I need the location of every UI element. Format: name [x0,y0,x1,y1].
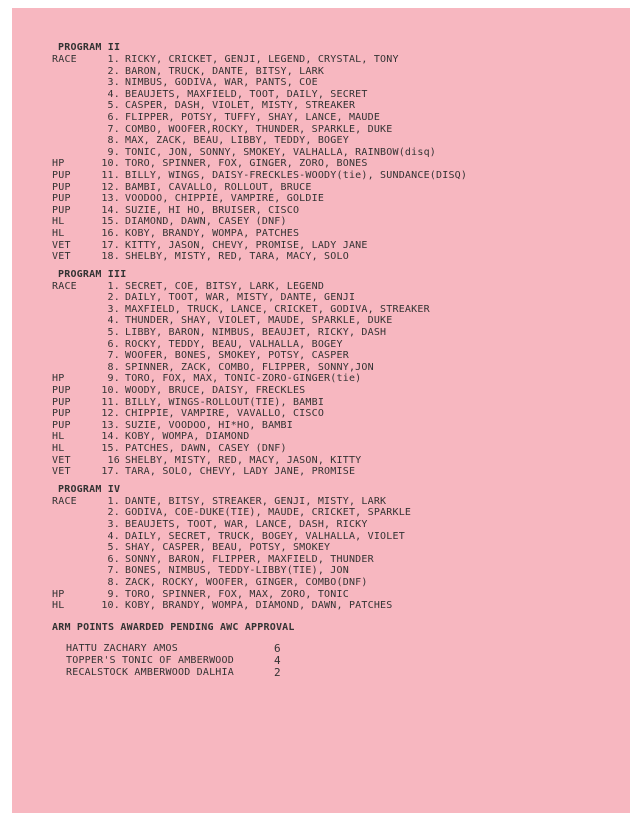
race-entries: TORO, SPINNER, FOX, MAX, ZORO, TONIC [125,588,349,600]
race-class-label [52,77,96,89]
document-page [12,8,630,813]
race-number: 11. [101,396,120,408]
race-entries: PATCHES, DAWN, CASEY (DNF) [125,443,287,454]
race-class-label [52,327,96,339]
race-class-label [52,577,96,589]
race-row [52,77,612,89]
race-class-label [52,124,96,136]
race-entries: KOBY, BRANDY, WOMPA, PATCHES [125,227,300,239]
race-entries: TONIC, JON, SONNY, SMOKEY, VALHALLA, RAINBOW(disq) [125,146,437,158]
race-number: 2. [107,65,120,77]
race-entries: NIMBUS, GODIVA, WAR, PANTS, COE [125,77,318,89]
race-entries: KOBY, BRANDY, WOMPA, DIAMOND, DAWN, PATCHES [125,600,393,612]
program-section [52,484,612,612]
race-class-label [52,315,96,327]
race-class-label: HL [52,227,65,239]
race-row [52,507,612,519]
race-entries: BAMBI, CAVALLO, ROLLOUT, BRUCE [125,181,312,193]
race-class-label: HL [52,216,65,228]
race-entries: ROCKY, TEDDY, BEAU, VALHALLA, BOGEY [125,338,343,350]
race-entries: VOODOO, CHIPPIE, VAMPIRE, GOLDIE [125,193,325,205]
race-class-label [52,350,96,362]
race-class-label [52,292,96,304]
race-row [52,373,612,385]
race-number: 17. [101,466,120,478]
race-class-label [52,339,96,351]
race-number: 13. [101,193,120,205]
race-row [52,100,612,112]
race-number: 11. [101,169,120,181]
race-class-label: HP [52,373,65,385]
race-number: 15. [101,216,120,228]
program-title: PROGRAM II [58,42,121,53]
race-class-label: RACE [52,280,77,292]
race-entries: SONNY, BARON, FLIPPER, MAXFIELD, THUNDER [125,553,374,565]
points-heading: ARM POINTS AWARDED PENDING AWC APPROVAL [52,621,295,633]
race-class-label: PUP [52,204,71,216]
race-number: 9. [107,146,120,158]
race-number: 4. [107,530,120,542]
race-row [52,216,612,228]
race-row [52,589,612,601]
race-entries: KITTY, JASON, CHEVY, PROMISE, LADY JANE [125,239,368,251]
race-row [52,350,612,362]
race-entries: TORO, SPINNER, FOX, GINGER, ZORO, BONES [125,158,368,170]
race-entries: CHIPPIE, VAMPIRE, VAVALLO, CISCO [125,408,325,420]
race-class-label: PUP [52,396,71,408]
program-section [52,269,612,478]
award-dog-name: RECALSTOCK AMBERWOOD DALHIA [66,666,234,678]
race-entries: MAX, ZACK, BEAU, LIBBY, TEDDY, BOGEY [125,135,349,147]
race-number: 16. [101,227,120,239]
race-class-label [52,89,96,101]
award-row [52,643,612,655]
race-row [52,158,612,170]
race-row [52,240,612,252]
race-class-label [52,519,96,531]
race-class-label: HL [52,600,65,612]
race-row [52,554,612,566]
race-row [52,135,612,147]
race-results-document [52,42,612,679]
race-number: 6. [107,553,120,565]
race-number: 3. [107,518,120,530]
race-number: 10. [101,600,120,612]
race-class-label [52,542,96,554]
race-number: 7. [107,123,120,135]
race-number: 2. [107,292,120,304]
race-number: 6. [107,111,120,123]
race-row [52,466,612,478]
race-row [52,519,612,531]
race-row [52,315,612,327]
race-number: 15. [101,443,120,454]
race-number: 10. [101,158,120,170]
race-number: 1. [107,54,120,65]
race-entries: SUZIE, VOODOO, HI*HO, BAMBI [125,419,293,431]
race-row [52,496,612,508]
race-class-label [52,147,96,159]
race-class-label: HP [52,588,65,600]
race-number: 8. [107,135,120,147]
race-row [52,66,612,78]
program-title: PROGRAM III [58,268,127,280]
award-points: 4 [274,653,281,667]
race-number: 17. [101,239,120,251]
race-row [52,304,612,316]
race-class-label: VET [52,239,71,251]
race-class-label [52,304,96,316]
race-class-label [52,531,96,543]
race-number: 6. [107,338,120,350]
race-entries: SUZIE, HI HO, BRUISER, CISCO [125,204,300,216]
race-row [52,170,612,182]
race-entries: RICKY, CRICKET, GENJI, LEGEND, CRYSTAL, TONY [125,54,399,65]
race-entries: SHELBY, MISTY, RED, MACY, JASON, KITTY [125,454,362,466]
race-entries: DAILY, SECRET, TRUCK, BOGEY, VALHALLA, VIOLET [125,530,405,542]
race-class-label: VET [52,454,71,466]
race-class-label: HP [52,158,65,170]
race-number: 3. [107,77,120,89]
race-number: 9. [107,588,120,600]
race-row [52,385,612,397]
race-row [52,281,612,293]
race-entries: BEAUJETS, TOOT, WAR, LANCE, DASH, RICKY [125,518,368,530]
race-class-label: PUP [52,385,71,397]
race-entries: BILLY, WINGS-ROLLOUT(TIE), BAMBI [125,396,325,408]
race-row [52,112,612,124]
race-class-label: PUP [52,181,71,193]
race-entries: ZACK, ROCKY, WOOFER, GINGER, COMBO(DNF) [125,576,368,588]
race-number: 5. [107,327,120,339]
race-number: 8. [107,361,120,373]
race-number: 14. [101,204,120,216]
race-row [52,292,612,304]
race-class-label: PUP [52,419,71,431]
race-row [52,339,612,351]
award-row [52,655,612,667]
race-number: 18. [101,251,120,263]
race-number: 4. [107,315,120,327]
race-row [52,251,612,263]
race-number: 5. [107,542,120,554]
race-entries: TARA, SOLO, CHEVY, LADY JANE, PROMISE [125,466,356,478]
program-section [52,42,612,263]
race-row [52,531,612,543]
race-row [52,455,612,467]
race-row [52,600,612,612]
race-class-label: HL [52,443,65,454]
race-class-label [52,112,96,124]
race-entries: COMBO, WOOFER,ROCKY, THUNDER, SPARKLE, DUKE [125,123,393,135]
race-number: 12. [101,181,120,193]
race-number: 1. [107,280,120,292]
race-entries: BILLY, WINGS, DAISY-FRECKLES-WOODY(tie), SUNDANCE(DISQ) [125,169,468,181]
race-row [52,228,612,240]
race-number: 2. [107,507,120,519]
race-number: 16 [107,454,120,466]
race-number: 3. [107,303,120,315]
race-number: 8. [107,576,120,588]
race-row [52,205,612,217]
award-points: 6 [274,641,281,655]
race-class-label: PUP [52,408,71,420]
race-entries: WOOFER, BONES, SMOKEY, POTSY, CASPER [125,350,349,362]
race-row [52,397,612,409]
race-class-label [52,362,96,374]
race-entries: MAXFIELD, TRUCK, LANCE, CRICKET, GODIVA, STREAKER [125,303,430,315]
race-class-label: HL [52,431,65,443]
race-row [52,542,612,554]
race-entries: KOBY, WOMPA, DIAMOND [125,431,250,443]
race-number: 7. [107,565,120,577]
race-entries: BARON, TRUCK, DANTE, BITSY, LARK [125,65,325,77]
race-entries: SHAY, CASPER, BEAU, POTSY, SMOKEY [125,542,331,554]
race-row [52,147,612,159]
race-row [52,408,612,420]
race-class-label [52,135,96,147]
race-entries: DANTE, BITSY, STREAKER, GENJI, MISTY, LARK [125,495,387,507]
race-class-label [52,66,96,78]
race-row [52,327,612,339]
race-entries: DIAMOND, DAWN, CASEY (DNF) [125,216,287,228]
race-row [52,362,612,374]
award-dog-name: HATTU ZACHARY AMOS [66,642,178,654]
race-row [52,431,612,443]
race-entries: LIBBY, BARON, NIMBUS, BEAUJET, RICKY, DASH [125,327,387,339]
race-entries: BEAUJETS, MAXFIELD, TOOT, DAILY, SECRET [125,88,368,100]
program-title: PROGRAM IV [58,483,121,495]
race-row [52,193,612,205]
race-number: 12. [101,408,120,420]
race-class-label: PUP [52,169,71,181]
race-class-label: RACE [52,54,77,65]
race-class-label: PUP [52,193,71,205]
award-row [52,667,612,679]
race-class-label [52,100,96,112]
race-row [52,182,612,194]
race-class-label [52,565,96,577]
race-row [52,420,612,432]
race-class-label: RACE [52,495,77,507]
race-number: 5. [107,100,120,112]
award-points: 2 [274,665,281,679]
race-number: 7. [107,350,120,362]
race-row [52,443,612,455]
award-dog-name: TOPPER'S TONIC OF AMBERWOOD [66,654,234,666]
race-entries: CASPER, DASH, VIOLET, MISTY, STREAKER [125,100,356,112]
race-number: 10. [101,385,120,397]
race-class-label: VET [52,251,71,263]
race-row [52,565,612,577]
race-number: 14. [101,431,120,443]
race-number: 13. [101,419,120,431]
race-entries: FLIPPER, POTSY, TUFFY, SHAY, LANCE, MAUDE [125,111,381,123]
race-class-label: VET [52,466,71,478]
race-entries: SHELBY, MISTY, RED, TARA, MACY, SOLO [125,251,349,263]
race-entries: TORO, FOX, MAX, TONIC-ZORO-GINGER(tie) [125,373,362,385]
race-entries: WOODY, BRUCE, DAISY, FRECKLES [125,385,306,397]
race-row [52,577,612,589]
race-row [52,89,612,101]
race-number: 4. [107,88,120,100]
race-entries: DAILY, TOOT, WAR, MISTY, DANTE, GENJI [125,292,356,304]
race-number: 1. [107,495,120,507]
race-number: 9. [107,373,120,385]
race-row [52,124,612,136]
race-entries: GODIVA, COE-DUKE(TIE), MAUDE, CRICKET, SPARKLE [125,507,412,519]
race-class-label [52,554,96,566]
race-class-label [52,507,96,519]
race-row [52,54,612,66]
race-entries: SPINNER, ZACK, COMBO, FLIPPER, SONNY,JON [125,361,374,373]
race-entries: BONES, NIMBUS, TEDDY-LIBBY(TIE), JON [125,565,349,577]
race-entries: THUNDER, SHAY, VIOLET, MAUDE, SPARKLE, DUKE [125,315,393,327]
race-entries: SECRET, COE, BITSY, LARK, LEGEND [125,280,325,292]
